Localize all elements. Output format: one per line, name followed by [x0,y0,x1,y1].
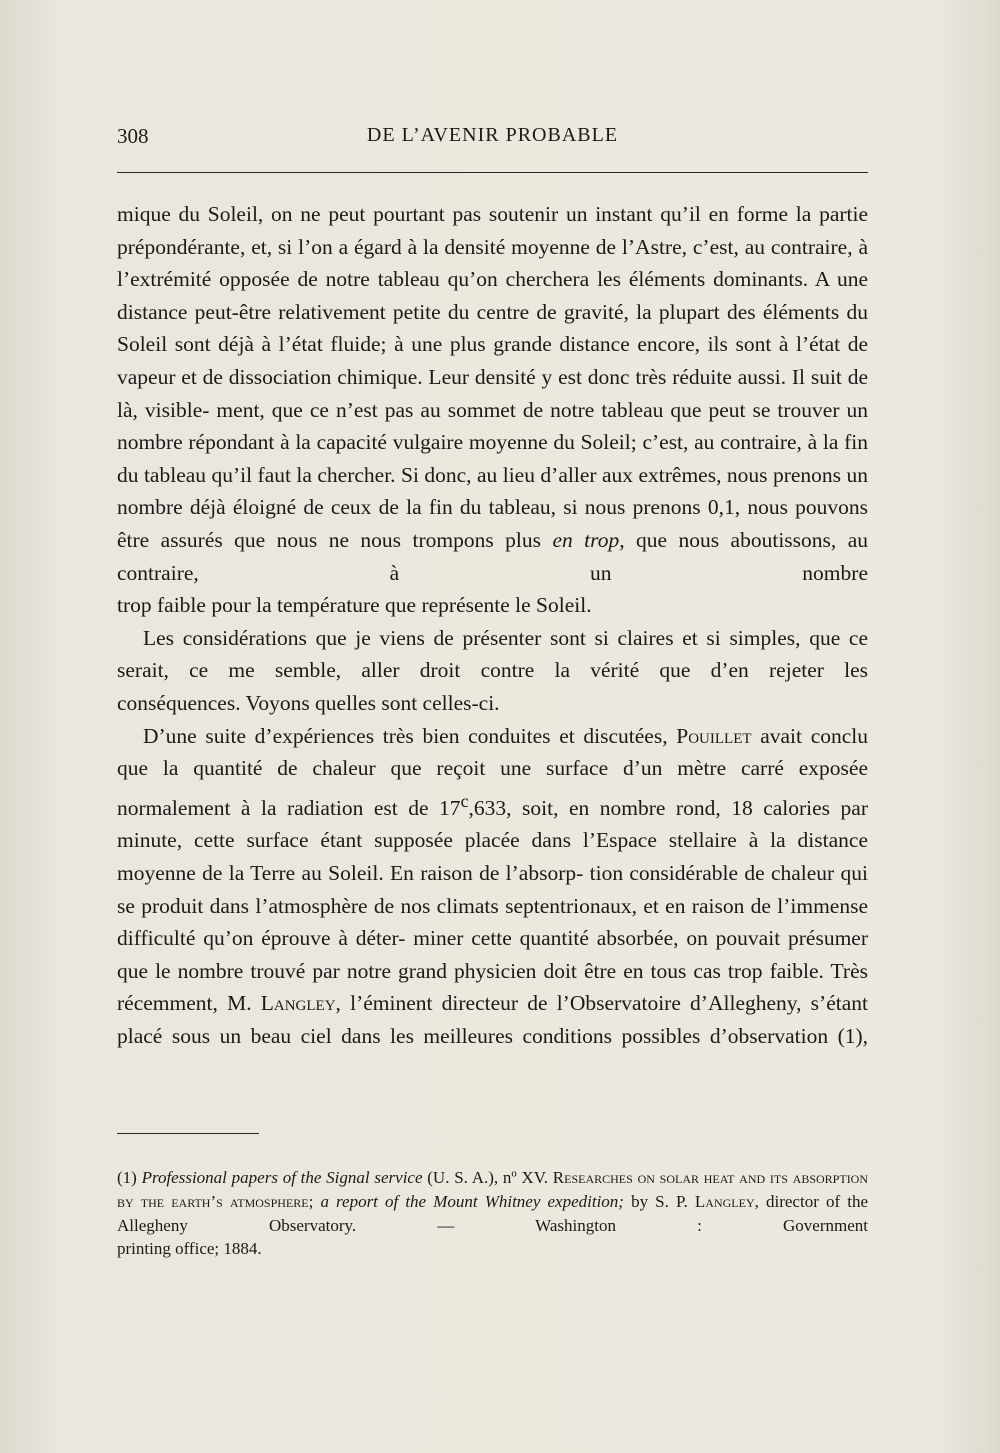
text-line: aux extrêmes, nous prenons un nombre déjà éloigné de ceux de la fin du [117,462,868,520]
text-line: D’une suite d’expériences très bien conduites et discutées, [143,723,677,748]
paragraph-2-last-line [117,687,868,720]
paragraph-2 [117,622,868,687]
text-line: tion considérable de chaleur qui se produit dans l’atmosphère de nos climats [117,861,869,918]
text-line: septentrionaux, et en raison de l’immense difficulté qu’on éprouve à déter- [117,893,868,951]
text-line: une plus grande distance encore, ils sont à l’état de vapeur et de dissociation [117,332,869,389]
text-line: c’est, au contraire, à l’extrémité opposée de notre tableau qu’on cherchera [117,234,868,292]
text-line: les éléments dominants. A une distance peut-être relativement petite du [117,267,868,324]
footnote-title: Professional papers of the Signal service [141,1168,423,1187]
text-line: trop faible pour la température que représente le Soleil. [117,593,592,618]
footnote-text-run: , director of the Allegheny Observatory. — Washington : Government [117,1191,868,1235]
text-line: stellaire à la distance moyenne de la Terre au Soleil. En raison de l’absorp- [117,828,868,886]
text-line: Les considérations que je viens de présenter sont si claires et si simples, [143,625,801,650]
text-line: la partie prépondérante, et, si l’on a égard à la densité moyenne de l’Astre, [117,202,869,259]
paragraph-1 [117,198,868,589]
footnote-text-run: printing office; 1884. [117,1239,262,1259]
text-line: contraire, à la fin du tableau qu’il faut la chercher. Si donc, au lieu d’aller [117,430,868,487]
italic-phrase: en trop, [552,527,625,552]
author-name: Langley [260,991,336,1016]
text-line: que nous aboutissons, au contraire, à un nombre [117,527,868,585]
text-line: sous un beau ciel dans les meilleures conditions possibles d’observation (1), [171,1024,869,1048]
text-line: 18 calories par minute, cette surface étant supposée placée dans l’Espace [117,795,868,853]
text-line: conclu que la quantité de chaleur que reçoit une surface d’un mètre carré [117,723,869,781]
author-name: Pouillet [676,723,752,748]
paragraph-1-last-line [117,589,868,622]
text-line: chimique. Leur densité y est donc très réduite aussi. Il suit de là, visible- [117,364,868,422]
text-line: M. [227,991,261,1016]
page-header [117,120,868,160]
footnote [117,1166,868,1261]
footnote-rule [117,1133,259,1134]
text-line: tableau, si nous prenons 0,1, nous pouvons être assurés que nous ne nous [117,495,868,552]
text-line: un nombre répondant à la capacité vulgaire moyenne du Soleil; c’est, au [117,397,869,455]
footnote-smallcaps: Researches on solar heat [552,1168,735,1187]
header-rule [117,172,868,173]
footnote-italic: a report of the Mount Whitney expedition; [320,1191,624,1211]
footnote-text-run: ; [308,1191,321,1211]
text-line: miner cette quantité absorbée, on pouvait présumer que le nombre trouvé [117,926,869,983]
text-line: que ce serait, ce me semble, aller droit contre la vérité que d’en rejeter les [117,625,869,683]
text-line: mique du Soleil, on ne peut pourtant pas soutenir un instant qu’il en forme [117,202,789,226]
text-line: conséquences. Voyons quelles sont celles-ci. [117,690,500,715]
text-line: , l’éminent directeur de l’Observatoire d’Allegheny, s’étant placé [117,991,868,1048]
text-line: centre de gravité, la plupart des éléments du Soleil sont déjà à l’état fluide; à [117,299,868,357]
superscript: c [460,790,469,811]
text-line: exposée normalement à la radiation est de 17 [117,756,869,820]
paragraph-3 [117,720,868,1053]
footnote-text-run: (U. S. A.), nº XV. [422,1168,553,1187]
page-number: 308 [117,124,149,148]
text-line: ment, que ce n’est pas au sommet de notre tableau que peut se trouver [216,397,840,422]
text-line: avait [751,723,803,748]
footnote-last-line [117,1237,868,1261]
footnote-marker: (1) [117,1168,137,1187]
footnote-text [117,1166,868,1237]
text-line: par notre grand physicien doit être en tous cas trop faible. Très récemment, [117,958,868,1016]
text-line: trompons plus [412,527,553,552]
footnote-smallcaps: and its absorption by the earth’s atmosphere [117,1168,869,1211]
text-line: ,633, soit, en nombre rond, [468,795,721,820]
body-text [117,198,868,1053]
footnote-smallcaps: Langley [694,1191,755,1211]
running-title: DE L’AVENIR PROBABLE [366,124,619,146]
footnote-text-run: by S. P. [631,1191,695,1211]
